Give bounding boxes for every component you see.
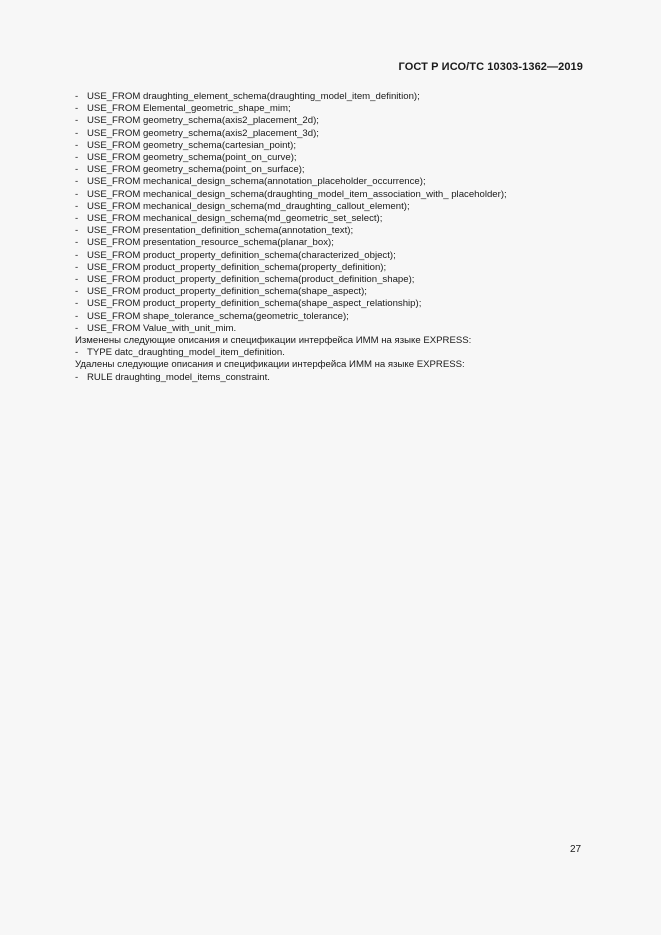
list-item [75,262,595,274]
list-item [75,286,595,298]
document-body [75,91,595,384]
list-item-text: USE_FROM geometry_schema(axis2_placement_2d); [87,115,319,127]
list-item-text: USE_FROM product_property_definition_schema(shape_aspect); [87,286,367,298]
list-dash: - [75,91,79,102]
list-item [75,237,595,249]
list-dash: - [75,225,79,237]
list-item-text: USE_FROM mechanical_design_schema(md_draughting_callout_element); [87,200,410,212]
list-item-text: USE_FROM draughting_element_schema(draughting_model_item_definition); [87,91,420,102]
list-item-text: USE_FROM geometry_schema(cartesian_point); [87,139,297,151]
list-item [75,201,595,213]
removed-heading: Удалены следующие описания и спецификации интерфейса ИММ на языке EXPRESS: [75,359,465,371]
list-item-text: USE_FROM presentation_definition_schema(annotation_text); [87,225,354,237]
document-header: ГОСТ Р ИСО/ТС 10303-1362—2019 [398,61,583,73]
changed-item-text: TYPE datc_draughting_model_item_definition. [87,347,285,359]
list-item [75,115,595,127]
list-item-text: USE_FROM product_property_definition_schema(shape_aspect_relationship); [87,298,422,310]
list-item-text: USE_FROM Elemental_geometric_shape_mim; [87,103,291,115]
list-dash: - [75,200,79,212]
list-dash: - [75,176,79,188]
list-dash: - [75,127,79,139]
page-number: 27 [570,844,582,855]
list-item-text: USE_FROM geometry_schema(point_on_curve); [87,152,297,164]
list-item-text: USE_FROM mechanical_design_schema(annotation_placeholder_occurrence); [87,176,426,188]
list-dash: - [75,261,79,273]
list-item [75,152,595,164]
list-item [75,323,595,335]
removed-item [75,372,595,384]
list-item-text: USE_FROM mechanical_design_schema(draughting_model_item_association_with_ placeholder); [87,188,507,200]
list-item-text: USE_FROM product_property_definition_schema(property_definition); [87,261,387,273]
list-dash: - [75,237,79,249]
list-item [75,225,595,237]
list-item [75,103,595,115]
list-dash: - [75,164,79,176]
list-dash: - [75,103,79,115]
list-dash: - [75,322,79,334]
list-item-text: USE_FROM shape_tolerance_schema(geometric_tolerance); [87,310,349,322]
list-item [75,274,595,286]
removed-item-text: RULE draughting_model_items_constraint. [87,371,270,383]
list-dash: - [75,347,79,359]
list-dash: - [75,139,79,151]
list-item-text: USE_FROM product_property_definition_schema(characterized_object); [87,249,396,261]
changed-heading: Изменены следующие описания и спецификации интерфейса ИММ на языке EXPRESS: [75,335,472,347]
list-dash: - [75,298,79,310]
list-item-text: USE_FROM product_property_definition_schema(product_definition_shape); [87,274,415,286]
changed-item [75,347,595,359]
list-item-text: USE_FROM Value_with_unit_mim. [87,322,237,334]
list-item [75,189,595,201]
list-dash: - [75,152,79,164]
list-item [75,311,595,323]
list-item [75,250,595,262]
list-dash: - [75,274,79,286]
list-dash: - [75,115,79,127]
list-dash: - [75,249,79,261]
list-item [75,140,595,152]
list-item [75,298,595,310]
list-dash: - [75,213,79,225]
list-item [75,91,595,103]
list-item [75,176,595,188]
list-item [75,128,595,140]
list-item-text: USE_FROM geometry_schema(point_on_surface); [87,164,305,176]
list-dash: - [75,371,79,383]
list-item-text: USE_FROM mechanical_design_schema(md_geometric_set_select); [87,213,383,225]
list-dash: - [75,188,79,200]
list-item-text: USE_FROM geometry_schema(axis2_placement_3d); [87,127,319,139]
use-from-list [75,91,595,335]
list-item [75,164,595,176]
list-item-text: USE_FROM presentation_resource_schema(planar_box); [87,237,334,249]
list-item [75,213,595,225]
list-dash: - [75,286,79,298]
list-dash: - [75,310,79,322]
